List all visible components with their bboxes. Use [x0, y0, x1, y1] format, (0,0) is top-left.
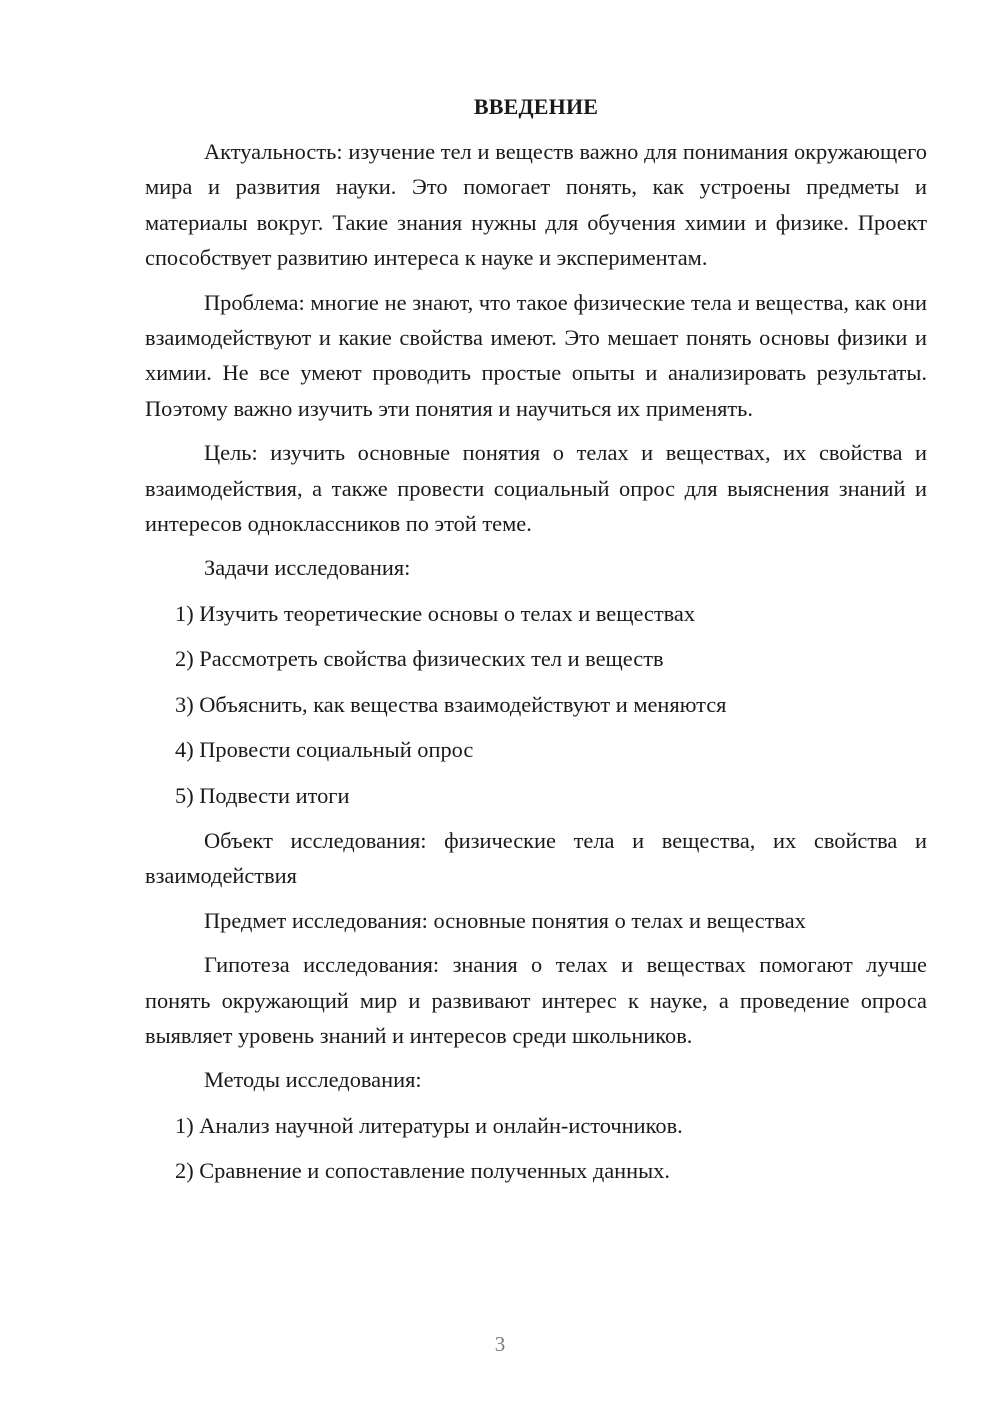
task-item: 5) Подвести итоги [175, 782, 350, 808]
method-item: 2) Сравнение и сопоставление полученных данных. [175, 1158, 670, 1184]
relevance-paragraph: Актуальность: изучение тел и веществ важно для понимания окружающего мира и развития науки. Это помогает понять, как устроены предметы и материалы вокруг. Такие знания нужны для обучения химии и физике. Проект способствует развитию интереса к науке и экспериментам. [145, 139, 927, 271]
task-item: 2) Рассмотреть свойства физических тел и веществ [175, 646, 664, 672]
problem-paragraph: Проблема: многие не знают, что такое физические тела и вещества, как они взаимодействуют и какие свойства имеют. Это мешает понять основы физики и химии. Не все умеют проводить простые опыты и анализировать результаты. Поэтому важно изучить эти понятия и научиться их применять. [145, 289, 927, 421]
task-item: 3) Объяснить, как вещества взаимодействуют и меняются [175, 691, 727, 717]
tasks-heading: Задачи исследования: [204, 555, 411, 581]
hypothesis-paragraph: Гипотеза исследования: знания о телах и веществах помогают лучше понять окружающий мир и развивают интерес к науке, а проведение опроса выявляет уровень знаний и интересов среди школьников. [145, 952, 927, 1048]
tasks-list [145, 596, 927, 813]
task-item: 1) Изучить теоретические основы о телах и веществах [175, 600, 696, 626]
page-number: 3 [494, 1332, 506, 1356]
object-paragraph: Объект исследования: физические тела и вещества, их свойства и взаимодействия [145, 827, 927, 889]
page-title: ВВЕДЕНИЕ [473, 94, 599, 119]
goal-paragraph: Цель: изучить основные понятия о телах и веществах, их свойства и взаимодействия, а также провести социальный опрос для выяснения знаний и интересов одноклассников по этой теме. [145, 440, 927, 537]
method-item: 1) Анализ научной литературы и онлайн-источников. [175, 1112, 683, 1138]
methods-heading: Методы исследования: [204, 1067, 422, 1093]
subject-paragraph: Предмет исследования: основные понятия о телах и веществах [204, 907, 806, 933]
task-item: 4) Провести социальный опрос [175, 737, 474, 763]
methods-list [145, 1108, 927, 1189]
